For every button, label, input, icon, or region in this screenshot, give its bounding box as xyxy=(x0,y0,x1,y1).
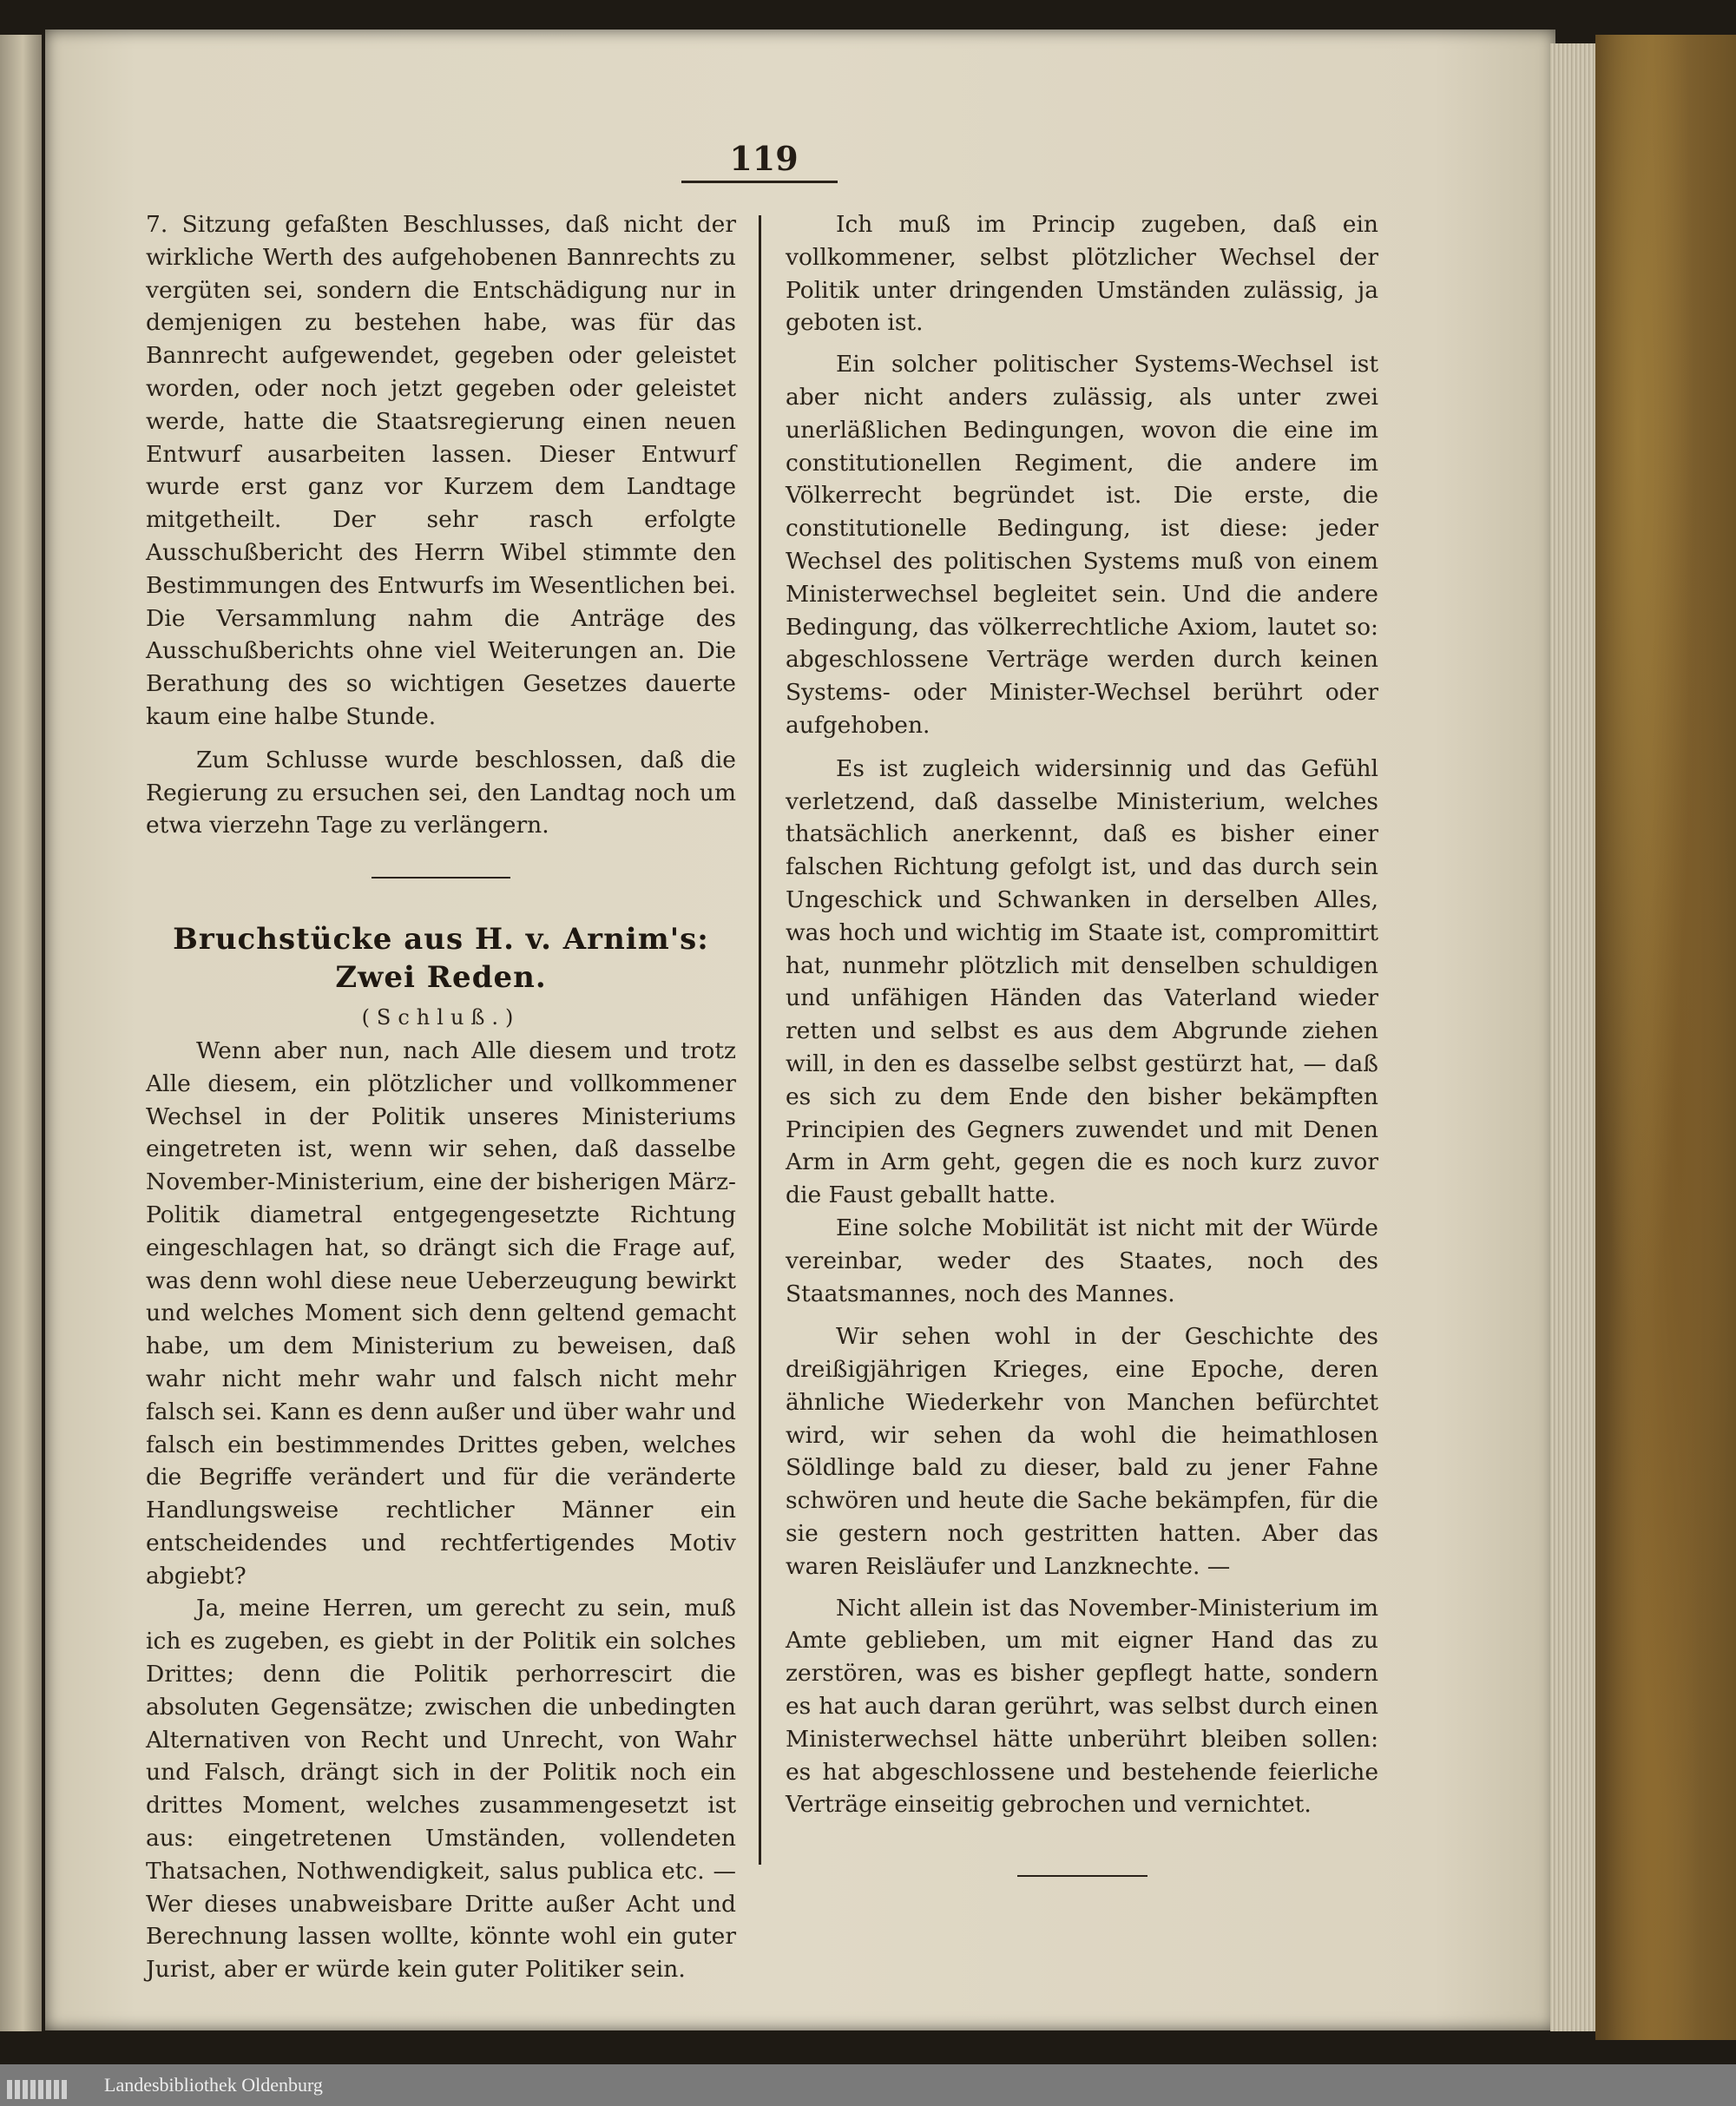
library-logo-icon xyxy=(7,2073,94,2099)
column-divider xyxy=(759,215,761,1865)
library-name: Landesbibliothek Oldenburg xyxy=(104,2074,323,2096)
right-paragraph-6: Nicht allein ist das November-Ministerium im Amte geblieben, um mit eigner Hand das zu zerstören, was es bisher gepflegt hatte, sondern es hat auch daran gerührt, was selbst durch einen Ministerwechsel hätte unberührt bleiben sollen: es hat abgeschlossene und bestehende feierliche Verträge einseitig gebrochen und vernichtet. xyxy=(786,1594,1378,1819)
page-number: 119 xyxy=(729,139,799,178)
previous-page-edge xyxy=(0,35,42,2031)
left-paragraph-3: Wenn aber nun, nach Alle diesem und trotz Alle diesem, ein plötzlicher und vollkommener Wechsel in der Politik unseres Ministeriums eingetreten ist, wenn wir sehen, daß dasselbe November-Ministerium, eine der bisherigen März-Politik diametral entgegengesetzte Richtung eingeschlagen hat, so drängt sich die Frage auf, was denn wohl diese neue Ueberzeugung bewirkt und welches Moment sich denn geltend gemacht habe, um dem Ministerium zu beweisen, daß wahr nicht mehr wahr und falsch nicht mehr falsch sei. Kann es denn außer und über wahr und falsch ein bestimmendes Drittes geben, welches die Begriffe verändert und für die veränderte Handlungsweise rechtlicher Männer ein entscheidendes und rechtfertigendes Motiv abgiebt? xyxy=(146,1037,736,1589)
right-paragraph-5: Wir sehen wohl in der Geschichte des dreißigjährigen Krieges, eine Epoche, deren ähnliche Wiederkehr von Manchen befürchtet wird, wir sehen da wohl die heimathlosen Söldlinge bald zu dieser, bald zu jener Fahne schwören und heute die Sache bekämpfen, für die sie gestern noch gestritten hatten. Aber das waren Reisläufer und Lanzknechte. — xyxy=(786,1323,1378,1580)
marbled-cover xyxy=(1595,35,1736,2040)
right-paragraph-4: Eine solche Mobilität ist nicht mit der Würde vereinbar, weder des Staates, noch des Staatsmannes, noch des Mannes. xyxy=(786,1214,1378,1307)
article-heading: Bruchstücke aus H. v. Arnim's: Zwei Reden. xyxy=(173,922,709,996)
page-stack-edge xyxy=(1550,43,1602,2031)
left-paragraph-2: Zum Schlusse wurde beschlossen, daß die Regierung zu ersuchen sei, den Landtag noch um etwa vierzehn Tage zu verlängern. xyxy=(146,746,736,839)
right-column xyxy=(786,208,1378,1877)
header-rule xyxy=(681,181,838,183)
right-paragraph-3: Es ist zugleich widersinnig und das Gefühl verletzend, daß dasselbe Ministerium, welches thatsächlich anerkennt, daß es bisher einer falschen Richtung gefolgt ist, und das durch sein Ungeschick und Schwanken in derselben Alles, was hoch und wichtig im Staate ist, compromittirt hat, nunmehr plötzlich mit denselben schuldigen und unfähigen Händen das Vaterland wieder retten und selbst es aus dem Abgrunde ziehen will, in den es dasselbe selbst gestürzt hat, — daß es sich zu dem Ende den bisher bekämpften Principien des Gegners zuwendet und mit Denen Arm in Arm geht, gegen die es noch kurz zuvor die Faust geballt hatte. xyxy=(786,754,1378,1209)
right-paragraph-1: Ich muß im Princip zugeben, daß ein vollkommener, selbst plötzlicher Wechsel der Politik unter dringenden Umständen zulässig, ja geboten ist. xyxy=(786,211,1378,337)
left-paragraph-1: 7. Sitzung gefaßten Beschlusses, daß nicht der wirkliche Werth des aufgehobenen Bannrechts zu vergüten sei, sondern die Entschädigung nur in demjenigen zu bestehen habe, was für das Bannrecht aufgewendet, gegeben oder geleistet worden, oder noch jetzt gegeben oder geleistet werde, hatte die Staatsregierung einen neuen Entwurf ausarbeiten lassen. Dieser Entwurf wurde erst ganz vor Kurzem dem Landtage mitgetheilt. Der sehr rasch erfolgte Ausschußbericht des Herrn Wibel stimmte den Bestimmungen des Entwurfs im Wesentlichen bei. Die Versammlung nahm die Anträge des Ausschußberichts ohne viel Weiterungen an. Die Berathung des so wichtigen Gesetzes dauerte kaum eine halbe Stunde. xyxy=(146,211,736,730)
left-column xyxy=(146,208,736,1986)
end-rule xyxy=(1017,1875,1147,1877)
right-paragraph-2: Ein solcher politischer Systems-Wechsel ist aber nicht anders zulässig, als unter zwei unerläßlichen Bedingungen, wovon die eine im constitutionellen Regiment, die andere im Völkerrecht begründet ist. Die erste, die constitutionelle Bedingung, ist diese: jeder Wechsel des politischen Systems muß von einem Ministerwechsel begleitet sein. Und die andere Bedingung, das völkerrechtliche Axiom, lautet so: abgeschlossene Verträge werden durch keinen Systems- oder Minister-Wechsel berührt oder aufgehoben. xyxy=(786,351,1378,739)
section-rule xyxy=(372,877,510,879)
article-subheading: (Schluß.) xyxy=(361,1005,521,1030)
left-paragraph-4: Ja, meine Herren, um gerecht zu sein, muß ich es zugeben, es giebt in der Politik ein solches Drittes; denn die Politik perhorrescirt die absoluten Gegensätze; zwischen die unbedingten Alternativen von Recht und Unrecht, von Wahr und Falsch, drängt sich in der Politik noch ein drittes Moment, welches zusammengesetzt ist aus: eingetretenen Umständen, vollendeten Thatsachen, Nothwendigkeit, salus publica etc. — Wer dieses unabweisbare Dritte außer Acht und Berechnung lassen wollte, könnte wohl ein guter Jurist, aber er würde kein guter Politiker sein. xyxy=(146,1595,736,1984)
